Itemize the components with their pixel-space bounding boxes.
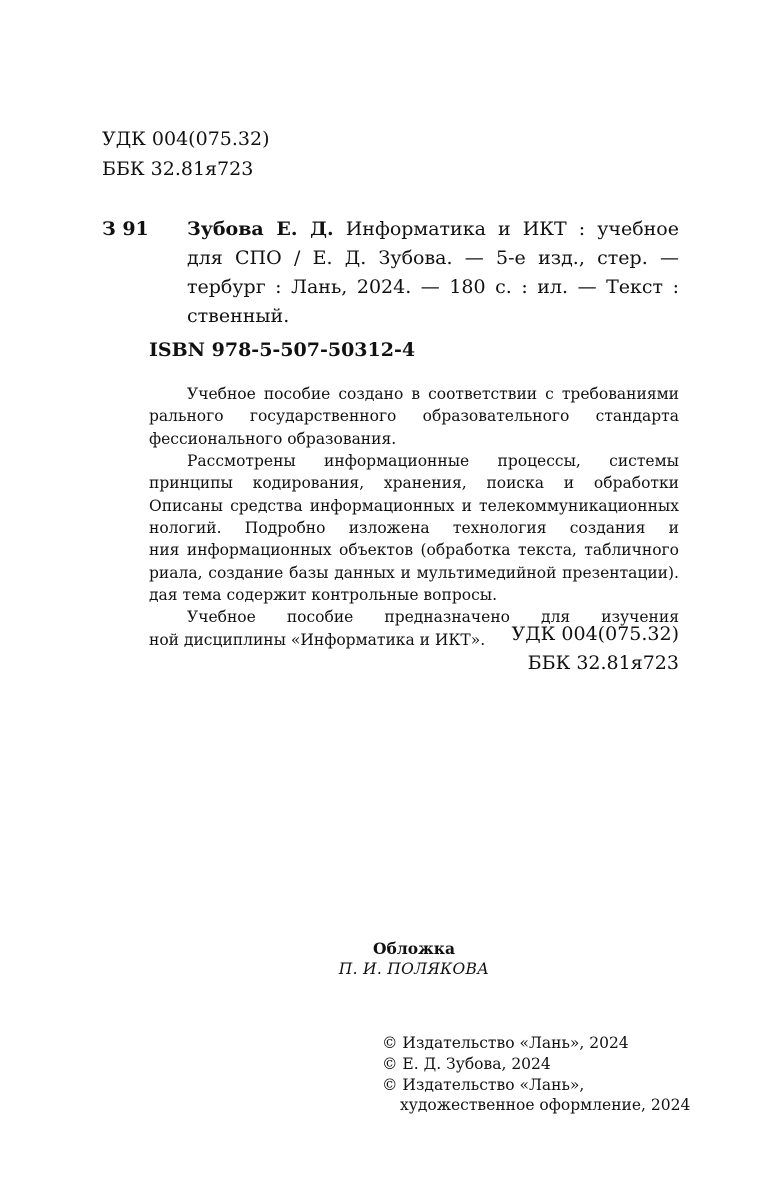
- copyright-author: © Е. Д. Зубова, 2024: [382, 1055, 551, 1073]
- annotation-line: ния информационных объектов (обработка текста, табличного: [149, 541, 679, 559]
- bibliographic-line-4: ственный.: [187, 305, 290, 327]
- author-mark: З 91: [102, 218, 149, 240]
- top-udk-code: УДК 004(075.32): [102, 128, 270, 150]
- annotation-line: Описаны средства информационных и телекоммуникационных: [149, 497, 679, 515]
- annotation-line: нологий. Подробно изложена технология создания и: [149, 519, 679, 537]
- copyright-publisher: © Издательство «Лань», 2024: [382, 1034, 629, 1052]
- copyright-design: © Издательство «Лань»,: [382, 1076, 585, 1094]
- top-bbk-code: ББК 32.81я723: [102, 158, 254, 180]
- cover-credit-name: П. И. ПОЛЯКОВА: [338, 960, 490, 978]
- bottom-udk-code: УДК 004(075.32): [511, 623, 679, 645]
- annotation-line: дая тема содержит контрольные вопросы.: [149, 586, 498, 604]
- annotation-line: принципы кодирования, хранения, поиска и обработки: [149, 474, 679, 492]
- bottom-bbk-code: ББК 32.81я723: [527, 652, 679, 674]
- annotation-line: Учебное пособие предназначено для изучения: [187, 608, 679, 626]
- annotation-line: Рассмотрены информационные процессы, системы: [187, 452, 679, 470]
- annotation-line: Учебное пособие создано в соответствии с требованиями: [187, 385, 679, 403]
- bibliographic-line-3: тербург : Лань, 2024. — 180 с. : ил. — Текст :: [187, 276, 679, 298]
- annotation-line: риала, создание базы данных и мультимедийной презентации).: [149, 564, 679, 582]
- annotation-line: фессионального образования.: [149, 430, 397, 448]
- bibliographic-title: Информатика и ИКТ : учебное: [345, 218, 679, 240]
- isbn: ISBN 978-5-507-50312-4: [149, 339, 416, 361]
- author-name: Зубова Е. Д.: [187, 218, 334, 240]
- cover-credit-label: Обложка: [373, 939, 455, 958]
- annotation-line: рального государственного образовательного стандарта: [149, 407, 679, 425]
- annotation-line: ной дисциплины «Информатика и ИКТ».: [149, 631, 486, 649]
- copyright-design-continued: художественное оформление, 2024: [400, 1096, 691, 1114]
- bibliographic-line-1: [187, 214, 679, 244]
- bibliographic-line-2: для СПО / Е. Д. Зубова. — 5-е изд., стер. —: [187, 247, 679, 269]
